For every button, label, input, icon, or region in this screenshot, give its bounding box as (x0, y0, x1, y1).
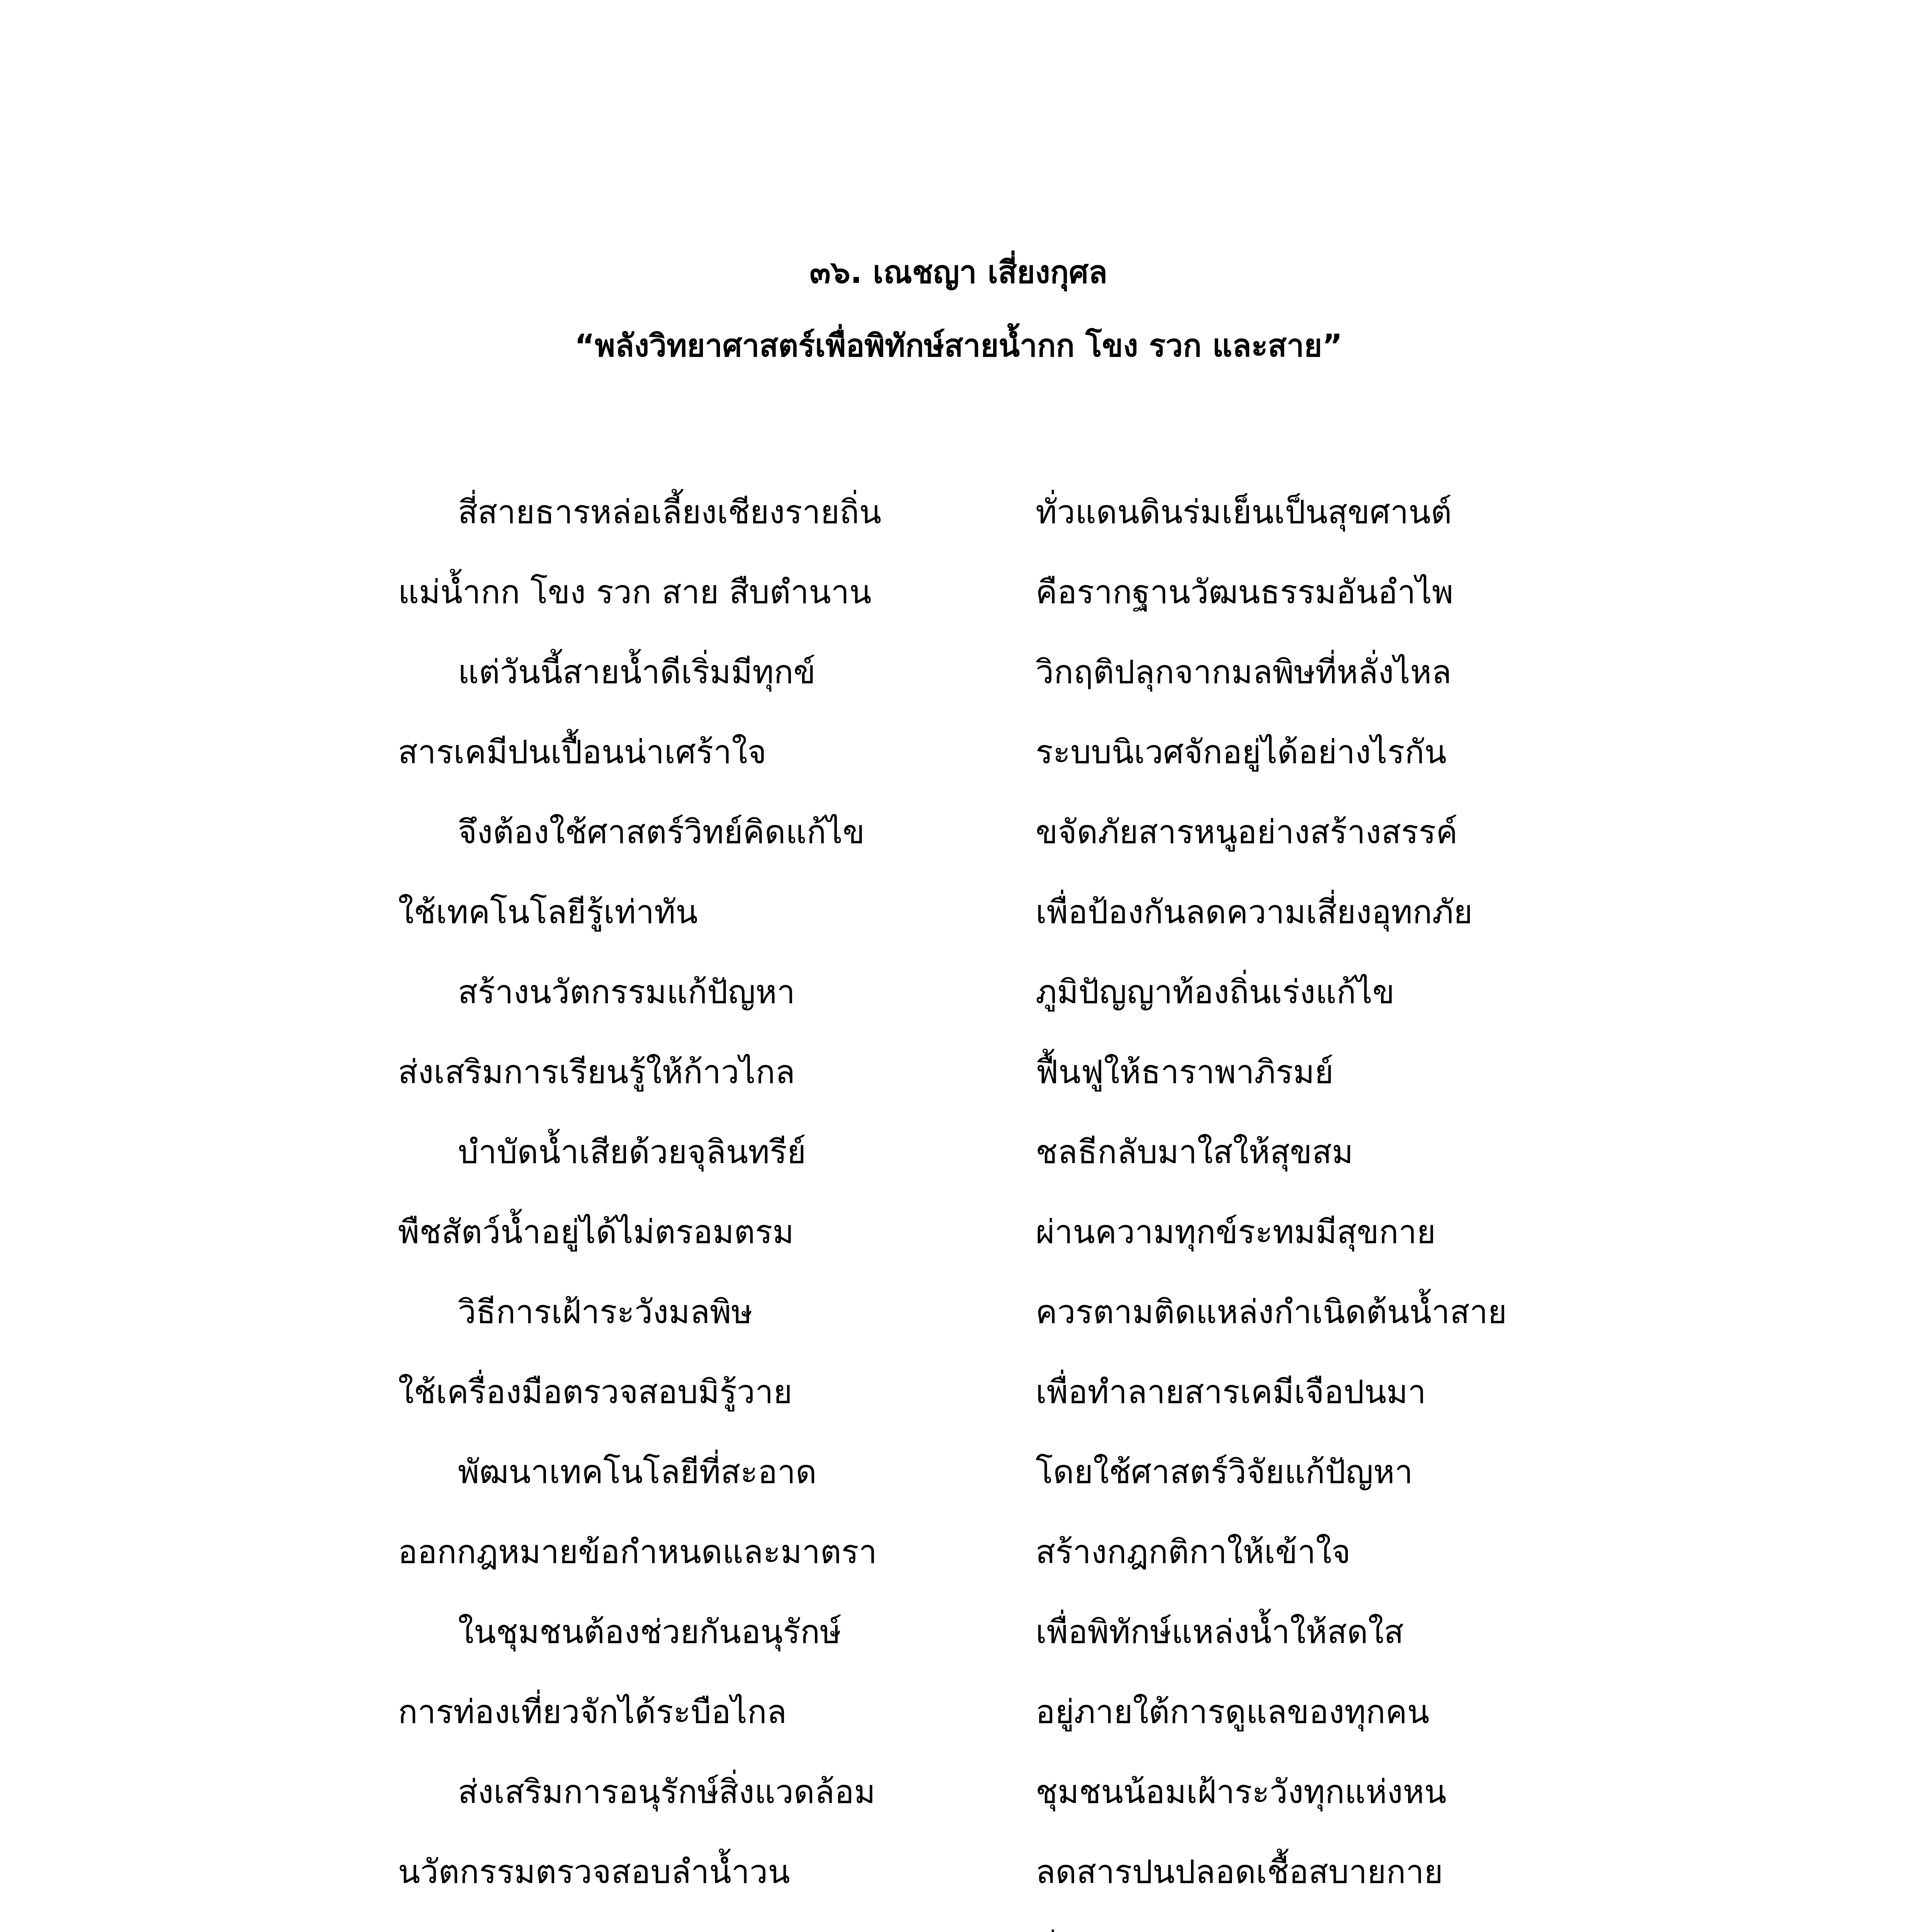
verse-second-half: เพื่อป้องกันลดความเสี่ยงอุทกภัย (1036, 893, 1473, 931)
verse-second-half: ชลธีกลับมาใสให้สุขสม (1036, 1133, 1353, 1171)
verse-first-half: สร้างนวัตกรรมแก้ปัญหา (458, 973, 795, 1011)
verse-row (398, 1129, 1557, 1209)
verse-first-half: ส่งเสริมการอนุรักษ์สิ่งแวดล้อม (458, 1773, 876, 1811)
verse-first-half: จึงต้องใช้ศาสตร์วิทย์คิดแก้ไข (458, 813, 865, 851)
verse-first-half (458, 1929, 844, 1932)
verse-second-half (1036, 1929, 1445, 1932)
verse-first-half: แม่น้ำกก โขง รวก สาย สืบตำนาน (398, 573, 872, 611)
verse-first-half: สารเคมีปนเปื้อนน่าเศร้าใจ (398, 733, 767, 771)
verse-first-half: ใช้เครื่องมือตรวจสอบมิรู้วาย (398, 1373, 793, 1411)
verse-first-half: พัฒนาเทคโนโลยีที่สะอาด (458, 1453, 817, 1491)
verse-second-half: ขจัดภัยสารหนูอย่างสร้างสรรค์ (1036, 813, 1458, 851)
verse-first-half: พืชสัตว์น้ำอยู่ได้ไม่ตรอมตรม (398, 1213, 794, 1251)
verse-second-half: คือรากฐานวัฒนธรรมอันอำไพ (1036, 573, 1454, 611)
verse-row (398, 1689, 1557, 1769)
poem-title: “พลังวิทยาศาสตร์เพื่อพิทักษ์สายน้ำกก โขง รวก และสาย” (574, 328, 1343, 364)
verse-second-half: ทั่วแดนดินร่มเย็นเป็นสุขศานต์ (1036, 493, 1452, 531)
verse-second-half: เพื่อพิทักษ์แหล่งน้ำให้สดใส (1036, 1613, 1404, 1651)
verse-second-half: ควรตามติดแหล่งกำเนิดต้นน้ำสาย (1036, 1293, 1507, 1331)
verse-second-half: ฟื้นฟูให้ธาราพาภิรมย์ (1036, 1053, 1334, 1091)
verse-first-half: ใช้เทคโนโลยีรู้เท่าทัน (398, 893, 698, 931)
verse-row (398, 1369, 1557, 1449)
verse-row (398, 1769, 1557, 1849)
verse-first-half: ส่งเสริมการเรียนรู้ให้ก้าวไกล (398, 1053, 795, 1091)
verse-first-half: บำบัดน้ำเสียด้วยจุลินทรีย์ (458, 1133, 806, 1171)
poem-heading (0, 236, 1917, 383)
verse-row (398, 969, 1557, 1049)
verse-first-half: แต่วันนี้สายน้ำดีเริ่มมีทุกข์ (458, 653, 816, 691)
verse-second-half: เพื่อทำลายสารเคมีเจือปนมา (1036, 1373, 1426, 1411)
verse-row (398, 489, 1557, 569)
verse-row (398, 1209, 1557, 1289)
verse-row (398, 1609, 1557, 1689)
verse-second-half: ระบบนิเวศจักอยู่ได้อย่างไรกัน (1036, 733, 1447, 771)
verse-row (398, 729, 1557, 809)
verse-second-half: ชุมชนน้อมเฝ้าระวังทุกแห่งหน (1036, 1773, 1447, 1811)
verse-second-half: ผ่านความทุกข์ระทมมีสุขกาย (1036, 1213, 1436, 1251)
verse-row (398, 889, 1557, 969)
verse-first-half: ออกกฎหมายข้อกำหนดและมาตรา (398, 1533, 877, 1571)
verse-row (398, 569, 1557, 649)
verse-row (398, 1849, 1557, 1929)
verse-first-half: วิธีการเฝ้าระวังมลพิษ (458, 1293, 753, 1331)
verse-row (398, 1049, 1557, 1129)
verse-row (398, 1929, 1557, 1932)
verse-second-half: ภูมิปัญญาท้องถิ่นเร่งแก้ไข (1036, 973, 1395, 1011)
verse-first-half: นวัตกรรมตรวจสอบลำน้ำวน (398, 1853, 790, 1891)
verse-first-half: การท่องเที่ยวจักได้ระบือไกล (398, 1693, 787, 1731)
verse-first-half: ในชุมชนต้องช่วยกันอนุรักษ์ (458, 1613, 842, 1651)
verse-row (398, 1449, 1557, 1529)
verse-second-half: โดยใช้ศาสตร์วิจัยแก้ปัญหา (1036, 1453, 1413, 1491)
verse-row (398, 809, 1557, 889)
verse-row (398, 1289, 1557, 1369)
poem-body (398, 489, 1557, 1932)
verse-first-half: สี่สายธารหล่อเลี้ยงเชียงรายถิ่น (458, 493, 881, 531)
verse-row (398, 1529, 1557, 1609)
verse-second-half: วิกฤติปลุกจากมลพิษที่หลั่งไหล (1036, 653, 1452, 691)
verse-row (398, 649, 1557, 729)
verse-second-half: สร้างกฎกติกาให้เข้าใจ (1036, 1533, 1351, 1571)
author-line: ๓๖. เณชญา เสี่ยงกุศล (810, 254, 1107, 290)
verse-second-half: อยู่ภายใต้การดูแลของทุกคน (1036, 1693, 1430, 1731)
verse-second-half: ลดสารปนปลอดเชื้อสบายกาย (1036, 1853, 1443, 1891)
